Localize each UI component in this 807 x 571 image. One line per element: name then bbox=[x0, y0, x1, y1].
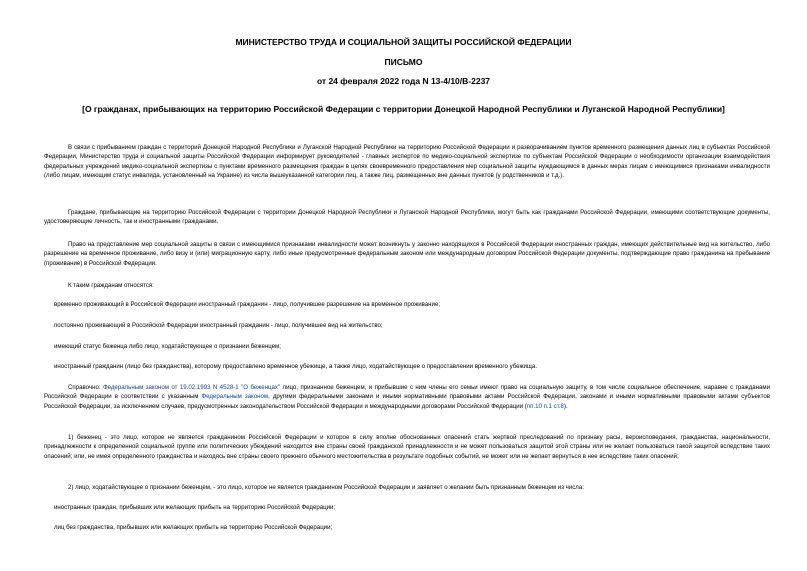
law-link-article[interactable]: пп.10 п.1 ст.8 bbox=[526, 402, 564, 410]
paragraph-3: Право на представление мер социальной защиты в связи с имеющимися признаками инвалидности может возникнуть у законно находящихся в Российской Федерации иностранных граждан, имеющих действительные вид на жительство, либо разрешение на временное проживание, либо визу и (или) миграционную карту, либо иные предусмотренные федеральным законом или международным договором Российской Федерации документы, подтверждающие право гражданина на пребывание (проживание) в Российской Федерации. bbox=[44, 241, 770, 267]
law-link-refugees[interactable]: Федеральным законом от 19.02.1993 N 4528-1 "О беженцах" bbox=[102, 384, 281, 391]
document-date-number: от 24 февраля 2022 года N 13-4/10/В-2237 bbox=[316, 76, 491, 86]
ministry-heading: МИНИСТЕРСТВО ТРУДА И СОЦИАЛЬНОЙ ЗАЩИТЫ РОССИЙСКОЙ ФЕДЕРАЦИИ bbox=[235, 37, 572, 47]
reference-text-2: , другими федеральными законами и иными нормативными правовыми актами Российской Федерации, законами и иными нормативными правовыми актами субъектов Российской Федерации, за исключением случаев, предусмотренных законодательством Российской Федерации и международными договорами Российской Федерации ( bbox=[44, 393, 770, 410]
paragraph-2: Граждане, прибывающие на территорию Российской Федерации с территории Донецкой Народной Республики и Луганской Народной Республики, могут быть как гражданами Российской Федерации, имеющими соответствующие документы, удостоверяющие личность, так и иностранными гражданами. bbox=[44, 209, 770, 226]
paragraph-4: К таким гражданам относятся: bbox=[68, 282, 154, 289]
reference-prefix: Справочно: bbox=[68, 384, 103, 391]
list-item-refugee-status: имеющий статус беженца либо лицо, ходатайствующее о признании беженцем; bbox=[54, 343, 281, 350]
list-item-temporary-asylum: иностранный гражданин (лицо без гражданства), которому предоставлено временное убежище, а также лицо, ходатайствующее о предоставлении временного убежища. bbox=[54, 363, 538, 370]
list-item-foreign-citizens: иностранных граждан, прибывших или желающих прибыть на территорию Российской Федерации; bbox=[54, 504, 336, 511]
document-type: ПИСЬМО bbox=[384, 57, 423, 67]
reference-suffix: ). bbox=[563, 402, 568, 410]
document-title: [О гражданах, прибывающих на территорию Российской Федерации с территории Донецкой Народной Республики и Луганской Народной Республики] bbox=[82, 104, 725, 114]
paragraph-applicant-definition: 2) лицо, ходатайствующее о признании беженцем, - это лицо, которое не является гражданином Российской Федерации и заявляет о желании быть признанным беженцем из числа: bbox=[68, 484, 584, 491]
paragraph-1: В связи с прибыванием граждан с территорий Донецкой Народной Республики и Луганской Народной Республики на территорию Российской Федерации и разворачиванием пунктов временного размещения данных лиц в субъектах Российской Федерации, Министерство труда и социальной защиты Российской Федерации информирует руководителей - главных экспертов по медико-социальной экспертизе по субъектам Российской Федерации о необходимости организации взаимодействия федеральных учреждений медико-социальной экспертизы с пунктами временного размещения граждан в целях своевременного предоставления мер социальной защиты нуждающимся в данных мерах лицам с имеющимися признаками инвалидности (либо лицам, имеющим статус инвалида, установленный на Украине) из числа вышеуказанной категории лиц, а также лиц, размещенных вне данных пунктов (у родственников и т.д.). bbox=[44, 144, 770, 179]
paragraph-reference bbox=[44, 383, 770, 411]
reference-text-1: лицо, признанное беженцем, и прибывшие с ним члены его семьи имеют право на социальную защиту, в том числе социальное обеспечение, наравне с гражданами Российской Федерации в соответствии с указанным bbox=[44, 384, 770, 401]
list-item-stateless-persons: лиц без гражданства, прибывших или желающих прибыть на территорию Российской Федерации; bbox=[54, 524, 333, 531]
paragraph-refugee-definition: 1) беженец - это лицо, которое не является гражданином Российской Федерации и которое в силу вполне обоснованных опасений стать жертвой преследований по признаку расы, вероисповедания, гражданства, национальности, принадлежности к определенной социальной группе или политических убеждений находится вне страны своей гражданской принадлежности и не может пользоваться защитой этой страны или не желает пользоваться такой защитой вследствие таких опасений; или, не имея определенного гражданства и находясь вне страны своего прежнего обычного местожительства в результате подобных событий, не может или не желает вернуться в нее вследствие таких опасений; bbox=[44, 434, 770, 460]
law-link-federal[interactable]: Федеральным законом bbox=[201, 393, 269, 401]
list-item-permanent-resident: постоянно проживающий в Российской Федерации иностранный гражданин - лицо, получившее вид на жительство; bbox=[54, 322, 383, 329]
list-item-temporary-resident: временно проживающий в Российской Федерации иностранный гражданин - лицо, получившее разрешение на временное проживание; bbox=[54, 301, 441, 308]
